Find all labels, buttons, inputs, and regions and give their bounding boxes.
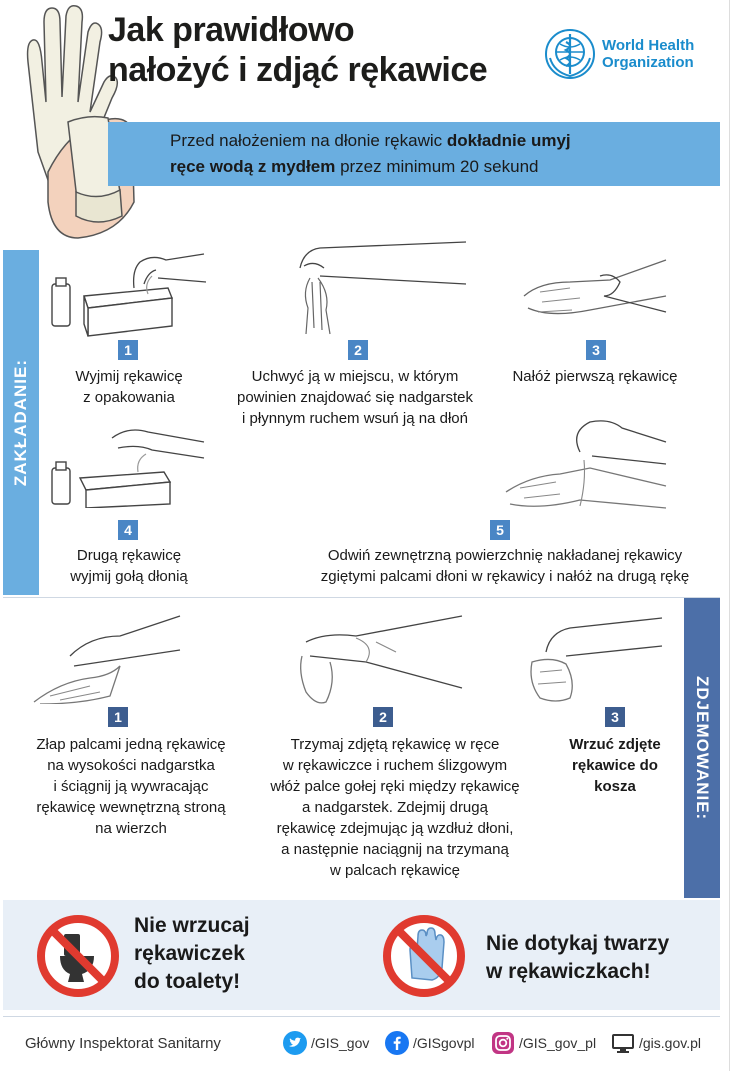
- step-on-2-illustration: [290, 238, 470, 338]
- page-title: [108, 10, 538, 90]
- step-on-1-number: 1: [118, 340, 138, 360]
- website-url: /gis.gov.pl: [639, 1035, 701, 1051]
- step-off-3-illustration: [526, 612, 666, 704]
- caption-line: i ściągnij ją wywracając: [53, 778, 209, 795]
- step-on-3-number: 3: [586, 340, 606, 360]
- step-off-1-illustration: [30, 606, 190, 704]
- caption-line: a następnie naciągnij na trzymaną: [281, 841, 509, 858]
- step-on-4-illustration: [48, 418, 208, 508]
- caption-line: powinien znajdować się nadgarstek: [237, 389, 473, 406]
- title-line-1: Jak prawidłowo: [108, 11, 355, 49]
- caption-line: w palcach rękawicę: [329, 862, 461, 879]
- step-on-5-illustration: [500, 412, 670, 512]
- caption-line: włóż palce gołej ręki między rękawicę: [270, 778, 520, 795]
- twitter-icon: [283, 1031, 307, 1055]
- step-off-3-number: 3: [605, 707, 625, 727]
- step-on-1-caption: [44, 366, 214, 408]
- no-face-touch-icon: [382, 914, 466, 998]
- facebook-handle: /GISgovpl: [413, 1035, 475, 1051]
- intro-part-1: Przed nałożeniem na dłonie rękawic: [170, 131, 447, 150]
- section-divider: [3, 597, 720, 598]
- caption-line: Nałóż pierwszą rękawicę: [512, 368, 678, 385]
- step-off-1-number: 1: [108, 707, 128, 727]
- removing-label: ZDJEMOWANIE:: [693, 675, 712, 821]
- caption-line: i płynnym ruchem wsuń ją na dłoń: [242, 410, 468, 427]
- caption-line: Odwiń zewnętrzną powierzchnię nakładanej rękawicy: [327, 547, 683, 564]
- caption-line: w rękawiczce i ruchem ślizgowym: [282, 757, 508, 774]
- step-off-2-illustration: [296, 612, 466, 708]
- caption-line: zgiętymi palcami dłoni w rękawicy i nałóż na drugą rękę: [320, 568, 690, 585]
- step-on-5-number: 5: [490, 520, 510, 540]
- step-on-5-caption: [300, 545, 710, 587]
- step-on-3-illustration: [520, 252, 670, 332]
- putting-on-sidebar: [3, 250, 39, 595]
- who-logo: [544, 28, 694, 80]
- facebook-icon: [385, 1031, 409, 1055]
- twitter-link[interactable]: [283, 1031, 369, 1055]
- warning-toilet-text: [134, 912, 250, 996]
- caption-line: Trzymaj zdjętą rękawicę w ręce: [290, 736, 500, 753]
- footer-org: Główny Inspektorat Sanitarny: [25, 1035, 221, 1052]
- caption-line: rękawice do: [572, 757, 658, 774]
- step-on-4-number: 4: [118, 520, 138, 540]
- intro-part-2: przez minimum 20 sekund: [335, 157, 539, 176]
- step-off-3-caption: [550, 734, 680, 797]
- step-on-2-caption: [220, 366, 490, 429]
- step-on-2-number: 2: [348, 340, 368, 360]
- caption-line: Wyjmij rękawicę: [75, 368, 183, 385]
- caption-line: kosza: [594, 778, 636, 795]
- instagram-link[interactable]: [491, 1031, 596, 1055]
- putting-on-label: ZAKŁADANIE:: [11, 358, 30, 487]
- caption-line: na wysokości nadgarstka: [47, 757, 215, 774]
- step-off-2-caption: [250, 734, 540, 881]
- intro-bold-2: ręce wodą z mydłem: [170, 157, 336, 176]
- facebook-link[interactable]: [385, 1031, 474, 1055]
- who-line-2: Organization: [602, 54, 694, 71]
- caption-line: Złap palcami jedną rękawicę: [36, 736, 226, 753]
- footer: [3, 1016, 720, 1071]
- instagram-icon: [491, 1031, 515, 1055]
- no-toilet-icon: [36, 914, 120, 998]
- title-line-2: nałożyć i zdjąć rękawice: [108, 51, 488, 89]
- step-off-2-number: 2: [373, 707, 393, 727]
- intro-bold-1: dokładnie umyj: [446, 131, 571, 150]
- caption-line: rękawicę wewnętrzną stroną: [36, 799, 226, 816]
- monitor-icon: [611, 1031, 635, 1055]
- twitter-handle: /GIS_gov: [311, 1035, 370, 1051]
- caption-line: Wrzuć zdjęte: [569, 736, 661, 753]
- warning-line: w rękawiczkach!: [486, 960, 651, 983]
- caption-line: rękawicę zdejmując ją wzdłuż dłoni,: [276, 820, 514, 837]
- intro-text: [170, 128, 571, 180]
- warning-line: do toalety!: [134, 970, 241, 993]
- caption-line: a nadgarstek. Zdejmij drugą: [302, 799, 488, 816]
- caption-line: na wierzch: [95, 820, 167, 837]
- who-wordmark: [602, 37, 694, 71]
- removing-sidebar: [684, 598, 720, 898]
- caption-line: Drugą rękawicę: [76, 547, 182, 564]
- caption-line: wyjmij gołą dłonią: [70, 568, 188, 585]
- step-on-3-caption: [500, 366, 690, 387]
- warning-line: Nie dotykaj twarzy: [486, 932, 670, 955]
- caption-line: Uchwyć ją w miejscu, w którym: [251, 368, 459, 385]
- step-off-1-caption: [16, 734, 246, 839]
- warning-line: Nie wrzucaj: [134, 914, 250, 937]
- step-on-1-illustration: [48, 248, 208, 338]
- website-link[interactable]: [611, 1031, 701, 1055]
- intro-banner: [108, 122, 720, 186]
- warning-line: rękawiczek: [134, 942, 245, 965]
- caption-line: z opakowania: [83, 389, 175, 406]
- who-line-1: World Health: [602, 37, 695, 54]
- step-on-4-caption: [44, 545, 214, 587]
- instagram-handle: /GIS_gov_pl: [519, 1035, 597, 1051]
- who-emblem-icon: [544, 28, 596, 80]
- warning-face-text: [486, 930, 669, 986]
